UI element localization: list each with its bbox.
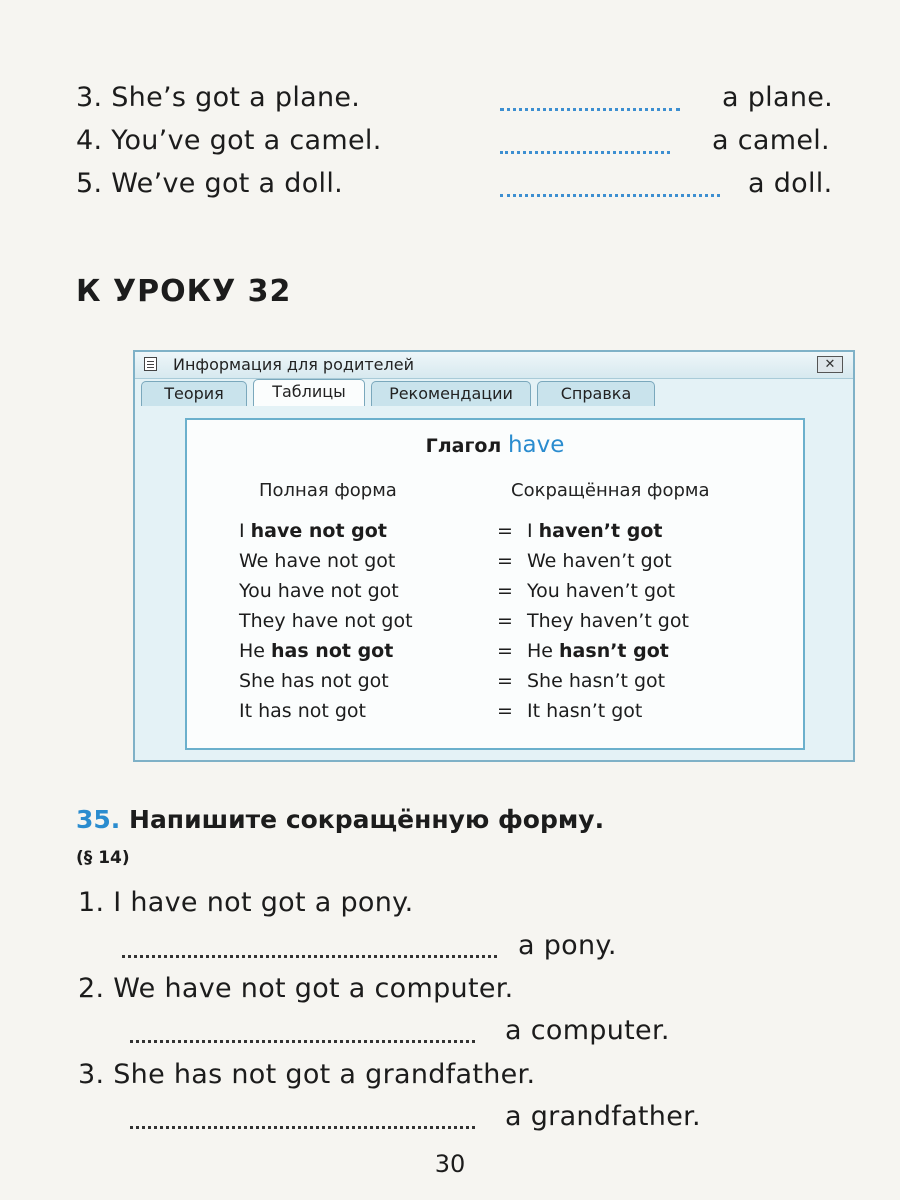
tab-reference[interactable]: Справка xyxy=(537,381,655,406)
short-form: It hasn’t got xyxy=(527,700,643,722)
top-item-answer: a plane. xyxy=(722,82,834,113)
table-row xyxy=(187,700,803,730)
table-row xyxy=(187,610,803,640)
top-item-3 xyxy=(76,82,360,113)
equals-sign: = xyxy=(497,550,513,572)
exercise-35-heading xyxy=(76,805,604,834)
full-form: We have not got xyxy=(239,550,396,572)
tab-theory[interactable]: Теория xyxy=(141,381,247,406)
full-form xyxy=(239,640,393,662)
equals-sign: = xyxy=(497,640,513,662)
full-form: She has not got xyxy=(239,670,389,692)
answer-blank[interactable] xyxy=(122,955,497,958)
column-header-full: Полная форма xyxy=(259,480,397,501)
short-form xyxy=(527,640,669,662)
full-form-text: He xyxy=(239,640,272,662)
equals-sign: = xyxy=(497,670,513,692)
parent-info-window xyxy=(133,350,855,762)
table-row xyxy=(187,670,803,700)
close-button[interactable]: ✕ xyxy=(817,356,843,373)
answer-blank[interactable] xyxy=(500,151,670,154)
top-item-4 xyxy=(76,125,382,156)
exercise-instruction: Напишите сокращённую форму. xyxy=(129,805,605,834)
top-item-sentence: 3. She’s got a plane. xyxy=(76,82,361,113)
top-item-answer: a doll. xyxy=(748,168,833,199)
table-panel xyxy=(185,418,805,750)
answer-blank[interactable] xyxy=(130,1126,475,1129)
page-number: 30 xyxy=(434,1150,466,1178)
window-titlebar xyxy=(135,352,853,379)
lesson-heading-text: К УРОКУ 32 xyxy=(76,274,292,309)
exercise-35-answer-3: a grandfather. xyxy=(505,1101,701,1132)
exercise-35-answer-2: a computer. xyxy=(505,1015,670,1046)
table-title-prefix: Глагол xyxy=(425,435,502,457)
top-item-sentence: 5. We’ve got a doll. xyxy=(76,168,344,199)
full-form-text: I xyxy=(239,520,251,542)
table-row xyxy=(187,640,803,670)
exercise-35-answer-1: a pony. xyxy=(518,930,617,961)
exercise-number: 35. xyxy=(76,805,121,834)
full-form xyxy=(239,520,387,542)
short-form: They haven’t got xyxy=(527,610,689,632)
table-title xyxy=(187,432,803,458)
tab-recommendations[interactable]: Рекомендации xyxy=(371,381,531,406)
short-form-text: He xyxy=(527,640,560,662)
short-form: She hasn’t got xyxy=(527,670,666,692)
answer-blank[interactable] xyxy=(500,194,720,197)
full-form: You have not got xyxy=(239,580,399,602)
short-form-bold: hasn’t got xyxy=(559,640,669,662)
lesson-heading xyxy=(76,274,291,309)
short-form-bold: haven’t got xyxy=(538,520,663,542)
equals-sign: = xyxy=(497,520,513,542)
table-row xyxy=(187,520,803,550)
top-item-answer: a camel. xyxy=(712,125,830,156)
short-form xyxy=(527,520,662,542)
window-title: Информация для родителей xyxy=(173,355,414,374)
exercise-35-item-2: 2. We have not got a computer. xyxy=(78,973,514,1004)
full-form-bold: has not got xyxy=(271,640,394,662)
table-row xyxy=(187,550,803,580)
full-form: They have not got xyxy=(239,610,413,632)
tab-tables[interactable]: Таблицы xyxy=(253,379,365,406)
answer-blank[interactable] xyxy=(130,1040,475,1043)
top-item-sentence: 4. You’ve got a camel. xyxy=(76,125,382,156)
exercise-reference: (§ 14) xyxy=(76,848,130,868)
equals-sign: = xyxy=(497,610,513,632)
document-icon xyxy=(144,357,157,371)
equals-sign: = xyxy=(497,580,513,602)
exercise-35-item-3: 3. She has not got a grandfather. xyxy=(78,1059,536,1090)
short-form: We haven’t got xyxy=(527,550,672,572)
short-form-text: I xyxy=(527,520,539,542)
top-item-5 xyxy=(76,168,343,199)
answer-blank[interactable] xyxy=(500,108,680,111)
full-form: It has not got xyxy=(239,700,367,722)
column-header-short: Сокращённая форма xyxy=(511,480,710,501)
exercise-35-item-1: 1. I have not got a pony. xyxy=(78,887,414,918)
equals-sign: = xyxy=(497,700,513,722)
table-row xyxy=(187,580,803,610)
full-form-bold: have not got xyxy=(250,520,387,542)
short-form: You haven’t got xyxy=(527,580,676,602)
table-title-verb: have xyxy=(507,432,565,458)
